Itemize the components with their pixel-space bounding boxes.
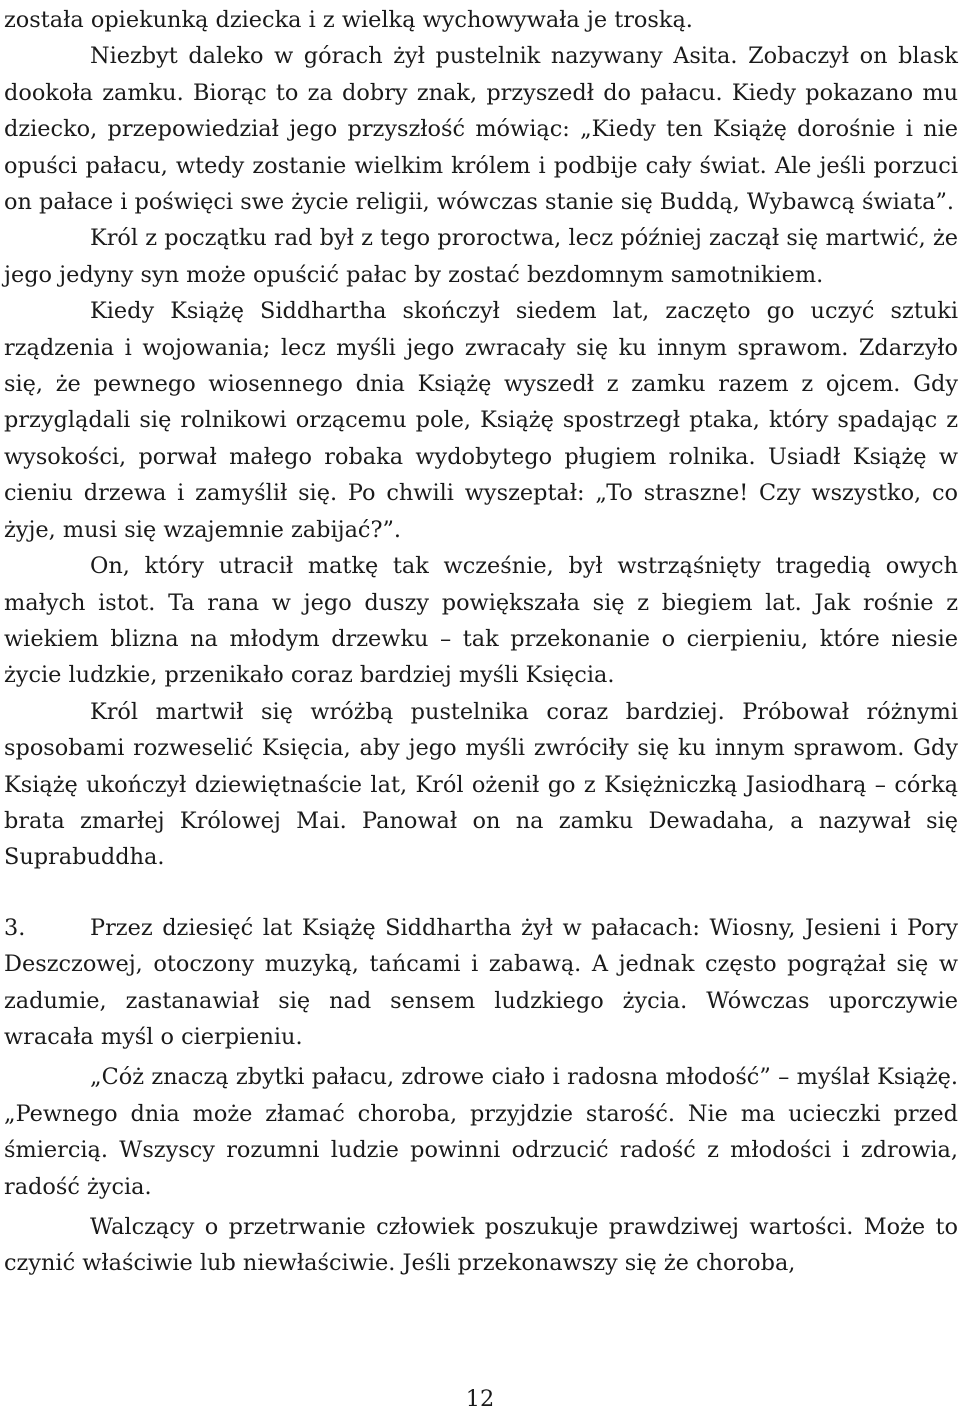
paragraph: Król martwił się wróżbą pustelnika coraz bardziej. Próbował różnymi sposobami rozweselić Księcia, aby jego myśli zwróciły się ku innym sprawom. Gdy Książę ukończył dziewiętnaście lat, Król ożenił go z Księżniczką Jasiodharą – córką brata zmarłej Królowej Mai. Panował on na zamku Dewadaha, a nazywał się Suprabuddha. [4, 698, 958, 871]
section-number: 3. [4, 914, 26, 941]
body-text [4, 2, 958, 1282]
paragraph: Niezbyt daleko w górach żył pustelnik nazywany Asita. Zobaczył on blask dookoła zamku. Biorąc to za dobry znak, przyszedł do pałacu. Kiedy pokazano mu dziecko, przepowiedział jego przyszłość mówiąc: „Kiedy ten Książę dorośnie i nie opuści pałacu, wtedy zostanie wielkim królem i podbije cały świat. Ale jeśli porzuci on pałace i poświęci swe życie religii, wówczas stanie się Buddą, Wybawcą świata”. [4, 43, 958, 216]
paragraph: Walczący o przetrwanie człowiek poszukuje prawdziwej wartości. Może to czynić właściwie lub niewłaściwie. Jeśli przekonawszy się że choroba, [4, 1214, 958, 1277]
paragraph: Król z początku rad był z tego proroctwa, lecz później zaczął się martwić, że jego jedyny syn może opuścić pałac by zostać bezdomnym samotnikiem. [4, 225, 958, 288]
paragraph: „Cóż znaczą zbytki pałacu, zdrowe ciało i radosna młodość” – myślał Książę. „Pewnego dnia może złamać choroba, przyjdzie starość. Nie ma ucieczki przed śmiercią. Wszyscy rozumni ludzie powinni odrzucić radość z młodości i zdrowia, radość życia. [4, 1064, 958, 1200]
paragraph: On, który utracił matkę tak wcześnie, był wstrząśnięty tragedią owych małych istot. Ta rana w jego duszy powiększała się z biegiem lat. Jak rośnie z wiekiem blizna na młodym drzewku – tak przekonanie o cierpieniu, które niesie życie ludzkie, przenikało coraz bardziej myśli Księcia. [4, 553, 958, 689]
paragraph: Kiedy Książę Siddhartha skończył siedem lat, zaczęto go uczyć sztuki rządzenia i wojowania; lecz myśli jego zwracały się ku innym sprawom. Zdarzyło się, że pewnego wiosennego dnia Książę wyszedł z zamku razem z ojcem. Gdy przyglądali się rolnikowi orzącemu pole, Książę spostrzegł ptaka, który spadając z wysokości, porwał małego robaka wydobytego pługiem rolnika. Usiadł Książę w cieniu drzewa i zamyślił się. Po chwili wyszeptał: „To straszne! Czy wszystko, co żyje, musi się wzajemnie zabijać?”. [4, 298, 958, 543]
paragraph-text: Przez dziesięć lat Książę Siddhartha żył w pałacach: Wiosny, Jesieni i Pory Deszczowej, otoczony muzyką, tańcami i zabawą. A jednak często pogrążał się w zadumie, zastanawiał się nad sensem ludzkiego życia. Wówczas uporczywie wracała myśl o cierpieniu. [4, 914, 958, 1050]
paragraph: została opiekunką dziecka i z wielką wychowywała je troską. [4, 7, 693, 33]
numbered-paragraph [4, 910, 958, 1056]
page-number: 12 [465, 1386, 495, 1412]
